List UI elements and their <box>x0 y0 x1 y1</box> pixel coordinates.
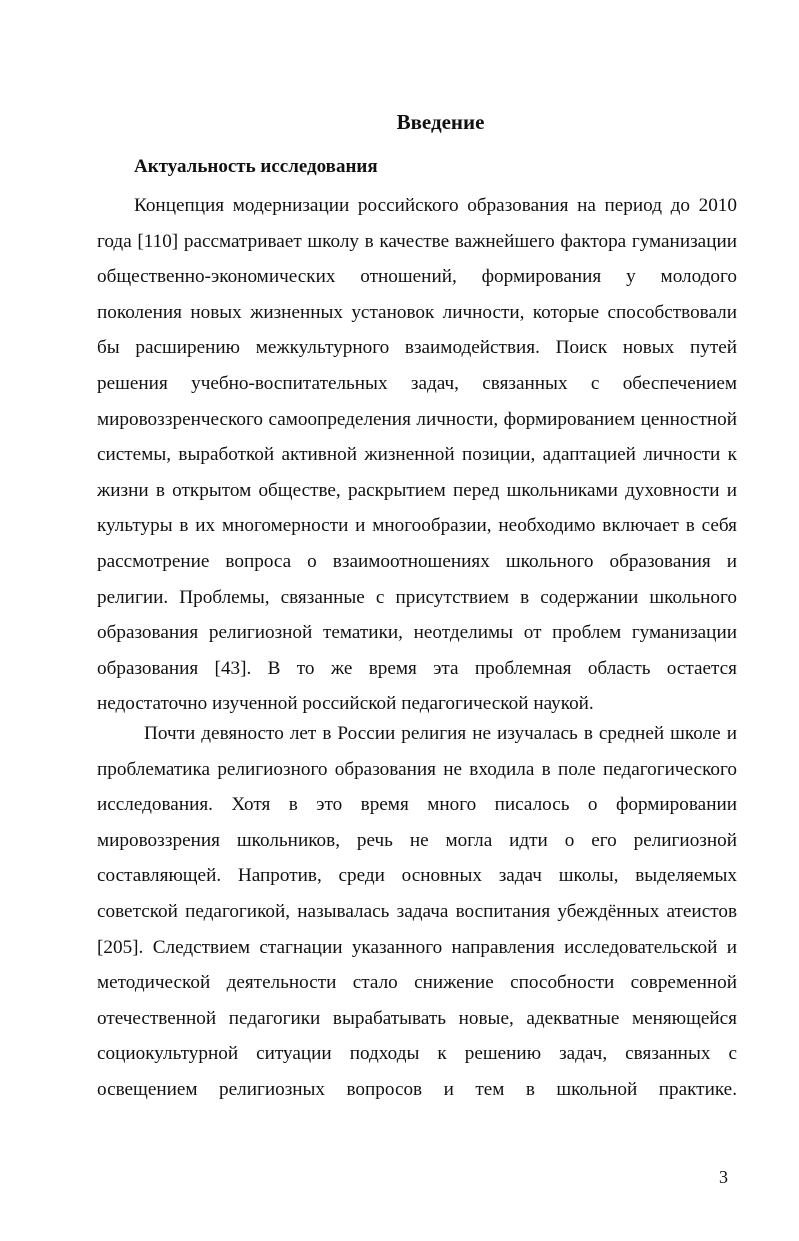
text-line: [205]. Следствием стагнации указанного направления исследовательской и <box>97 936 737 958</box>
text-line: составляющей. Напротив, среди основных задач школы, выделяемых <box>97 865 737 887</box>
page-title: Введение <box>396 110 485 134</box>
text-line: Концепция модернизации российского образования на период до 2010 <box>134 195 737 216</box>
text-line: освещением религиозных вопросов и тем в школьной практике. <box>97 1078 737 1100</box>
text-line: методической деятельности стало снижение способности современной <box>97 972 737 994</box>
text-line: социокультурной ситуации подходы к решению задач, связанных с <box>97 1043 737 1065</box>
page-number: 3 <box>719 1167 728 1187</box>
text-line: образования [43]. В то же время эта проблемная область остается <box>97 657 737 679</box>
text-line: культуры в их многомерности и многообразии, необходимо включает в себя <box>97 515 737 537</box>
text-line: бы расширению межкультурного взаимодействия. Поиск новых путей <box>97 337 737 359</box>
text-line: религии. Проблемы, связанные с присутствием в содержании школьного <box>97 586 737 608</box>
section-subtitle: Актуальность исследования <box>134 156 378 177</box>
text-line: недостаточно изученной российской педагогической наукой. <box>97 693 594 715</box>
text-line: мировоззрения школьников, речь не могла идти о его религиозной <box>97 829 737 851</box>
text-line: советской педагогикой, называлась задача воспитания убеждённых атеистов <box>97 900 737 922</box>
text-line: Почти девяносто лет в России религия не изучалась в средней школе и <box>144 723 737 744</box>
text-line: проблематика религиозного образования не входила в поле педагогического <box>97 758 737 780</box>
paragraph-2 <box>97 716 737 1108</box>
text-line: поколения новых жизненных установок личности, которые способствовали <box>97 301 737 323</box>
text-line: отечественной педагогики вырабатывать новые, адекватные меняющейся <box>97 1007 737 1029</box>
paragraph-1 <box>97 188 737 722</box>
text-line: рассмотрение вопроса о взаимоотношениях школьного образования и <box>97 550 737 572</box>
text-line: общественно-экономических отношений, формирования у молодого <box>97 266 737 288</box>
text-line: мировоззренческого самоопределения личности, формированием ценностной <box>97 408 737 430</box>
text-line: года [110] рассматривает школу в качестве важнейшего фактора гуманизации <box>97 230 737 252</box>
text-line: образования религиозной тематики, неотделимы от проблем гуманизации <box>97 622 737 644</box>
text-line: исследования. Хотя в это время много писалось о формировании <box>97 794 737 816</box>
text-line: жизни в открытом обществе, раскрытием перед школьниками духовности и <box>97 479 737 501</box>
text-line: решения учебно-воспитательных задач, связанных с обеспечением <box>97 372 737 394</box>
text-line: системы, выработкой активной жизненной позиции, адаптацией личности к <box>97 444 737 466</box>
